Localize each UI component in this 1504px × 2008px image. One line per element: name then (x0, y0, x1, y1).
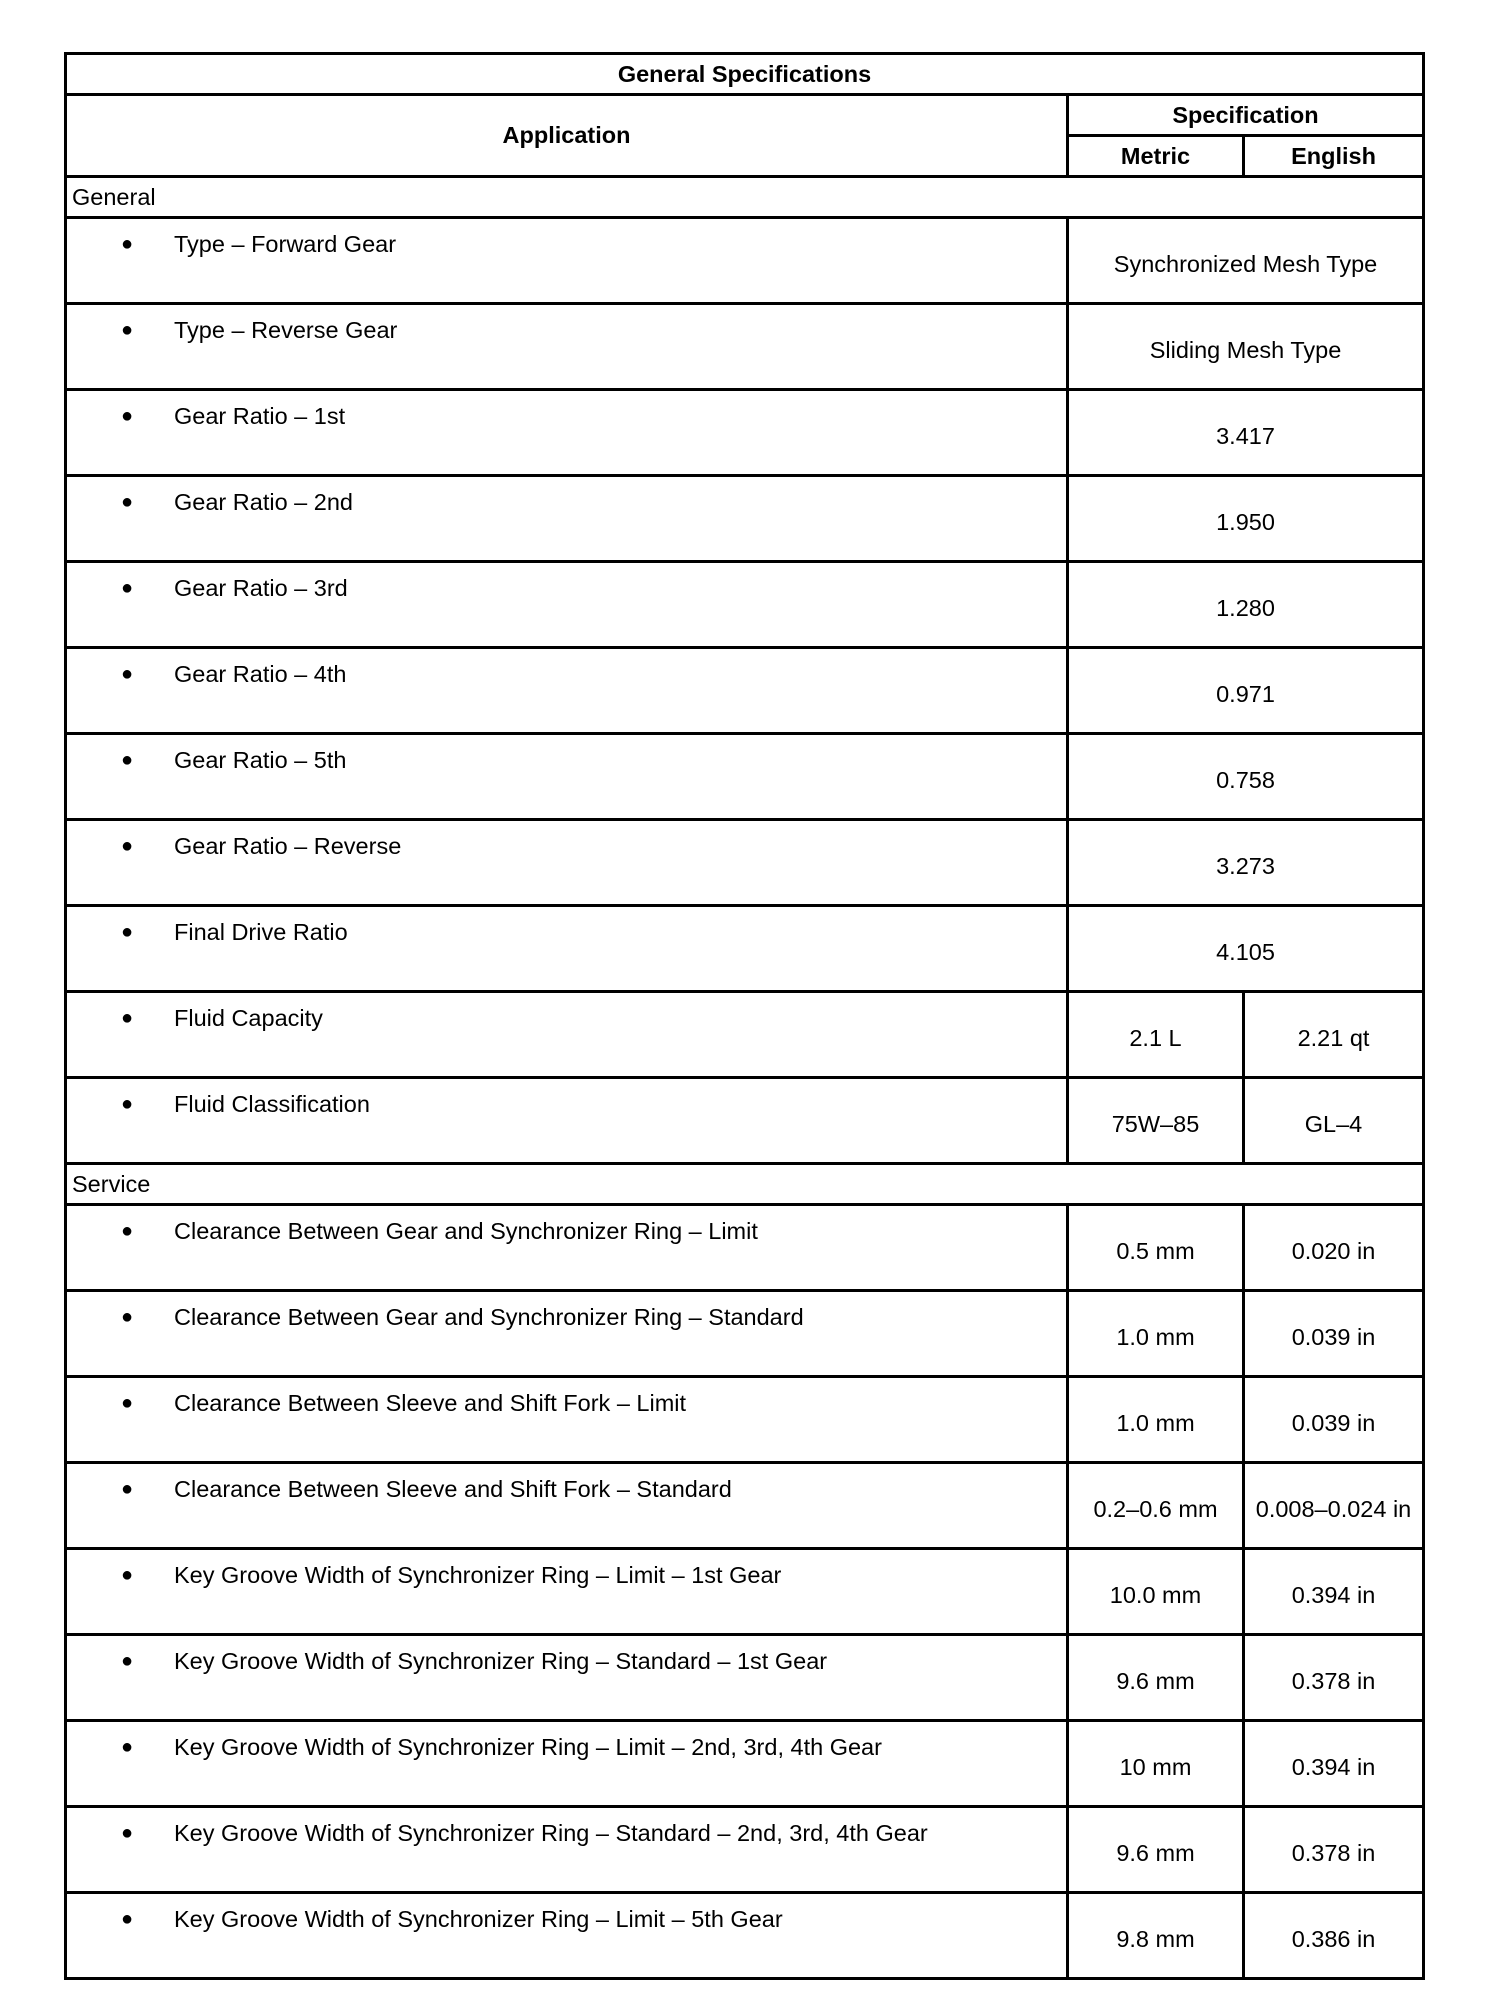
section-row (66, 1164, 1424, 1205)
application-label: Clearance Between Sleeve and Shift Fork – Limit (174, 1390, 687, 1416)
specification-value: 3.417 (1068, 390, 1424, 476)
specification-value: 0.758 (1068, 734, 1424, 820)
application-label: Key Groove Width of Synchronizer Ring – Limit – 1st Gear (174, 1562, 782, 1588)
english-value: 0.378 in (1244, 1635, 1424, 1721)
application-label: Key Groove Width of Synchronizer Ring – Standard – 1st Gear (174, 1648, 828, 1674)
table-row (66, 992, 1424, 1078)
application-label: Key Groove Width of Synchronizer Ring – Standard – 2nd, 3rd, 4th Gear (174, 1820, 928, 1846)
application-cell (66, 1807, 1068, 1893)
table-row (66, 1205, 1424, 1291)
metric-value: 9.8 mm (1068, 1893, 1244, 1979)
specification-value: 4.105 (1068, 906, 1424, 992)
application-cell (66, 1635, 1068, 1721)
application-cell (66, 476, 1068, 562)
bullet-icon: ● (121, 1392, 134, 1414)
application-label: Gear Ratio – 4th (174, 661, 347, 687)
specification-header: Specification (1068, 95, 1424, 136)
application-label: Type – Forward Gear (174, 231, 397, 257)
bullet-icon: ● (121, 921, 134, 943)
section-label: General (66, 177, 1424, 218)
metric-value: 1.0 mm (1068, 1291, 1244, 1377)
application-header: Application (66, 95, 1068, 177)
application-cell (66, 562, 1068, 648)
bullet-icon: ● (121, 749, 134, 771)
bullet-icon: ● (121, 319, 134, 341)
english-value: 0.008–0.024 in (1244, 1463, 1424, 1549)
table-row (66, 1807, 1424, 1893)
application-cell (66, 734, 1068, 820)
bullet-icon: ● (121, 663, 134, 685)
table-row (66, 906, 1424, 992)
bullet-icon: ● (121, 577, 134, 599)
application-label: Key Groove Width of Synchronizer Ring – Limit – 5th Gear (174, 1906, 783, 1932)
metric-value: 9.6 mm (1068, 1635, 1244, 1721)
table-row (66, 390, 1424, 476)
table-row (66, 820, 1424, 906)
table-row (66, 218, 1424, 304)
section-label: Service (66, 1164, 1424, 1205)
english-value: 0.039 in (1244, 1291, 1424, 1377)
bullet-icon: ● (121, 1306, 134, 1328)
application-label: Gear Ratio – Reverse (174, 833, 402, 859)
specification-value: 3.273 (1068, 820, 1424, 906)
metric-header: Metric (1068, 136, 1244, 177)
table-row (66, 1721, 1424, 1807)
application-label: Fluid Capacity (174, 1005, 323, 1031)
application-cell (66, 1893, 1068, 1979)
specification-value: 1.950 (1068, 476, 1424, 562)
specification-value: 1.280 (1068, 562, 1424, 648)
application-cell (66, 390, 1068, 476)
application-label: Gear Ratio – 1st (174, 403, 346, 429)
bullet-icon: ● (121, 1478, 134, 1500)
table-row (66, 1377, 1424, 1463)
metric-value: 1.0 mm (1068, 1377, 1244, 1463)
application-label: Gear Ratio – 5th (174, 747, 347, 773)
bullet-icon: ● (121, 1564, 134, 1586)
bullet-icon: ● (121, 1908, 134, 1930)
application-label: Fluid Classification (174, 1091, 370, 1117)
table-row (66, 1463, 1424, 1549)
application-label: Final Drive Ratio (174, 919, 348, 945)
application-label: Clearance Between Gear and Synchronizer Ring – Limit (174, 1218, 758, 1244)
application-label: Gear Ratio – 2nd (174, 489, 353, 515)
table-row (66, 1078, 1424, 1164)
table-row (66, 1549, 1424, 1635)
metric-value: 0.2–0.6 mm (1068, 1463, 1244, 1549)
table-row (66, 1893, 1424, 1979)
application-label: Clearance Between Sleeve and Shift Fork – Standard (174, 1476, 732, 1502)
application-label: Key Groove Width of Synchronizer Ring – Limit – 2nd, 3rd, 4th Gear (174, 1734, 882, 1760)
bullet-icon: ● (121, 1650, 134, 1672)
header-row (66, 95, 1424, 136)
spec-table (64, 52, 1425, 1980)
metric-value: 9.6 mm (1068, 1807, 1244, 1893)
application-cell (66, 1377, 1068, 1463)
english-value: 0.378 in (1244, 1807, 1424, 1893)
english-value: 0.020 in (1244, 1205, 1424, 1291)
application-cell (66, 1463, 1068, 1549)
application-cell (66, 648, 1068, 734)
english-header: English (1244, 136, 1424, 177)
table-row (66, 1291, 1424, 1377)
application-cell (66, 304, 1068, 390)
specification-value: Sliding Mesh Type (1068, 304, 1424, 390)
english-value: 0.039 in (1244, 1377, 1424, 1463)
bullet-icon: ● (121, 491, 134, 513)
table-row (66, 1635, 1424, 1721)
application-cell (66, 1205, 1068, 1291)
application-cell (66, 218, 1068, 304)
application-cell (66, 906, 1068, 992)
table-row (66, 304, 1424, 390)
application-cell (66, 1078, 1068, 1164)
table-row (66, 734, 1424, 820)
section-row (66, 177, 1424, 218)
metric-value: 10.0 mm (1068, 1549, 1244, 1635)
bullet-icon: ● (121, 1220, 134, 1242)
bullet-icon: ● (121, 1007, 134, 1029)
english-value: GL–4 (1244, 1078, 1424, 1164)
metric-value: 0.5 mm (1068, 1205, 1244, 1291)
bullet-icon: ● (121, 1822, 134, 1844)
metric-value: 2.1 L (1068, 992, 1244, 1078)
application-label: Clearance Between Gear and Synchronizer Ring – Standard (174, 1304, 804, 1330)
table-row (66, 648, 1424, 734)
table-row (66, 562, 1424, 648)
application-label: Type – Reverse Gear (174, 317, 398, 343)
bullet-icon: ● (121, 1093, 134, 1115)
table-title: General Specifications (66, 54, 1424, 95)
english-value: 2.21 qt (1244, 992, 1424, 1078)
application-cell (66, 1291, 1068, 1377)
application-label: Gear Ratio – 3rd (174, 575, 348, 601)
table-row (66, 476, 1424, 562)
specification-value: Synchronized Mesh Type (1068, 218, 1424, 304)
title-row (66, 54, 1424, 95)
metric-value: 10 mm (1068, 1721, 1244, 1807)
bullet-icon: ● (121, 835, 134, 857)
english-value: 0.394 in (1244, 1549, 1424, 1635)
specification-value: 0.971 (1068, 648, 1424, 734)
application-cell (66, 992, 1068, 1078)
bullet-icon: ● (121, 405, 134, 427)
english-value: 0.386 in (1244, 1893, 1424, 1979)
application-cell (66, 1721, 1068, 1807)
application-cell (66, 1549, 1068, 1635)
metric-value: 75W–85 (1068, 1078, 1244, 1164)
english-value: 0.394 in (1244, 1721, 1424, 1807)
bullet-icon: ● (121, 1736, 134, 1758)
application-cell (66, 820, 1068, 906)
bullet-icon: ● (121, 233, 134, 255)
